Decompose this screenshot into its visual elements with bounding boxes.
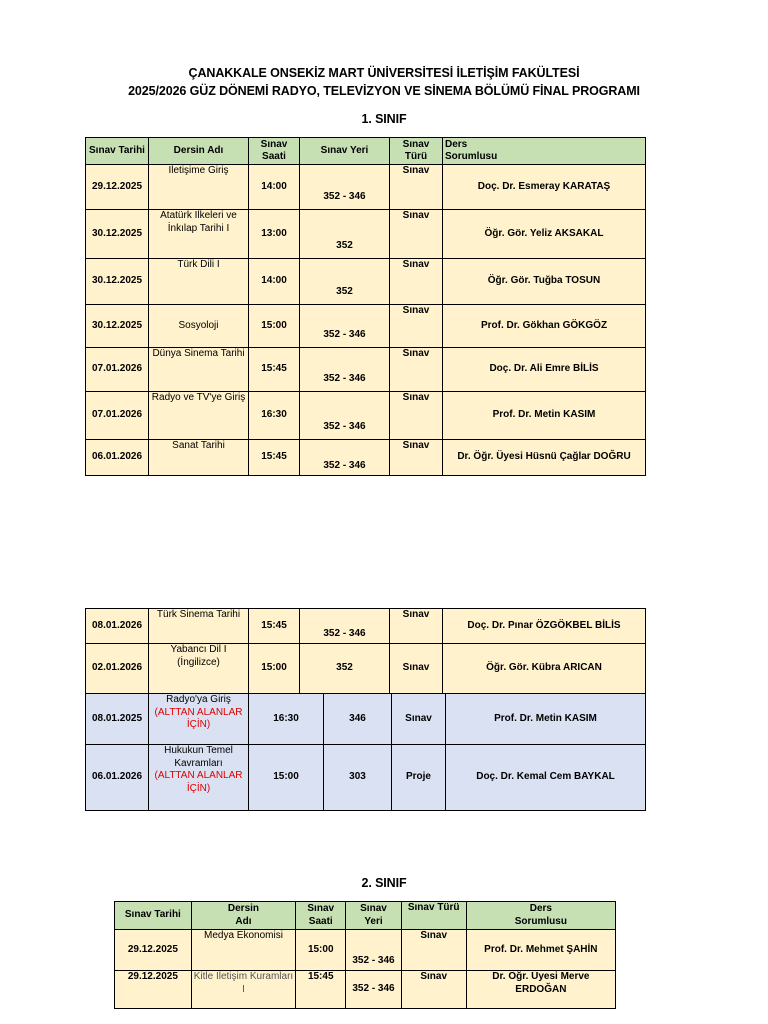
exam-time: 15:45 <box>249 440 300 476</box>
exam-time: 15:00 <box>249 644 300 694</box>
exam-date: 06.01.2026 <box>86 745 149 811</box>
class2-title: 2. SINIF <box>361 876 407 890</box>
col-course: Dersin Adı <box>149 138 249 165</box>
course-name <box>149 745 249 811</box>
program-title: 2025/2026 GÜZ DÖNEMİ RADYO, TELEVİZYON VE SİNEMA BÖLÜMÜ FİNAL PROGRAMI <box>128 84 640 98</box>
table-row <box>86 210 646 259</box>
exam-date: 29.12.2025 <box>86 165 149 210</box>
course-title: Radyo'ya Giriş <box>166 694 231 705</box>
table-row <box>86 609 646 644</box>
exam-type: Sınav <box>390 210 443 259</box>
exam-room: 352 - 346 <box>346 971 401 1009</box>
course-name <box>149 694 249 745</box>
exam-type: Sınav <box>390 644 443 694</box>
table-row <box>86 745 646 811</box>
exam-time: 16:30 <box>249 392 300 440</box>
exam-room: 352 <box>300 259 390 305</box>
col-date: Sınav Tarihi <box>86 138 149 165</box>
instructor: Doç. Dr. Pınar ÖZGÖKBEL BİLİS <box>443 609 646 644</box>
exam-room: 303 <box>324 745 392 811</box>
table-row <box>86 644 646 694</box>
course-name: Radyo ve TV'ye Giriş <box>149 392 249 440</box>
exam-date: 29.12.2025 <box>115 971 192 1009</box>
instructor: Öğr. Gör. Tuğba TOSUN <box>443 259 646 305</box>
exam-type: Sınav <box>392 694 446 745</box>
table-row <box>86 348 646 392</box>
exam-time: 15:45 <box>249 348 300 392</box>
exam-date: 30.12.2025 <box>86 259 149 305</box>
exam-type: Sınav <box>390 348 443 392</box>
exam-date: 08.01.2026 <box>86 609 149 644</box>
col-room: Sınav Yeri <box>300 138 390 165</box>
col-type: Sınav Türü <box>401 902 466 930</box>
exam-time: 14:00 <box>249 165 300 210</box>
exam-time: 14:00 <box>249 259 300 305</box>
class1-title: 1. SINIF <box>361 112 407 126</box>
instructor: Prof. Dr. Metin KASIM <box>446 694 646 745</box>
class1-retake-table <box>85 693 646 811</box>
exam-date: 07.01.2026 <box>86 392 149 440</box>
exam-room: 346 <box>324 694 392 745</box>
exam-type: Sınav <box>390 165 443 210</box>
table-row <box>115 930 616 971</box>
col-date: Sınav Tarihi <box>115 902 192 930</box>
exam-room: 352 - 346 <box>300 609 390 644</box>
exam-room: 352 - 346 <box>300 305 390 348</box>
exam-type: Sınav <box>390 305 443 348</box>
col-time: Sınav Saati <box>249 138 300 165</box>
exam-type: Sınav <box>390 392 443 440</box>
instructor: Dr. Öğr. Üyesi Merve ERDOĞAN <box>466 971 615 1009</box>
exam-date: 29.12.2025 <box>115 930 192 971</box>
table-row <box>86 392 646 440</box>
course-name: Atatürk İlkeleri ve İnkılap Tarihi I <box>149 210 249 259</box>
class2-table <box>114 901 616 1009</box>
exam-date: 06.01.2026 <box>86 440 149 476</box>
exam-date: 30.12.2025 <box>86 210 149 259</box>
col-room: Sınav Yeri <box>346 902 401 930</box>
exam-type: Sınav <box>401 971 466 1009</box>
exam-date: 02.01.2026 <box>86 644 149 694</box>
course-name: Dünya Sinema Tarihi <box>149 348 249 392</box>
exam-date: 08.01.2025 <box>86 694 149 745</box>
exam-time: 15:00 <box>249 305 300 348</box>
exam-type: Sınav <box>401 930 466 971</box>
course-name: Türk Dili I <box>149 259 249 305</box>
table-row <box>86 440 646 476</box>
course-name: Yabancı Dil I (İngilizce) <box>149 644 249 694</box>
exam-room: 352 - 346 <box>300 165 390 210</box>
instructor: Prof. Dr. Gökhan GÖKGÖZ <box>443 305 646 348</box>
col-type: Sınav Türü <box>390 138 443 165</box>
exam-time: 13:00 <box>249 210 300 259</box>
exam-room: 352 <box>300 644 390 694</box>
instructor: Doç. Dr. Ali Emre BİLİS <box>443 348 646 392</box>
table-row <box>86 694 646 745</box>
exam-type: Sınav <box>390 609 443 644</box>
col-teacher: Ders Sorumlusu <box>466 902 615 930</box>
exam-time: 15:00 <box>249 745 324 811</box>
retake-note: (ALTTAN ALANLAR İÇİN) <box>154 706 243 730</box>
instructor: Öğr. Gör. Yeliz AKSAKAL <box>443 210 646 259</box>
course-title: Hukukun Temel Kavramları <box>164 745 233 769</box>
table-header-row <box>115 902 616 930</box>
exam-room: 352 - 346 <box>300 440 390 476</box>
exam-room: 352 - 346 <box>300 348 390 392</box>
class1-continued-table <box>85 608 646 694</box>
faculty-title: ÇANAKKALE ONSEKİZ MART ÜNİVERSİTESİ İLETİŞİM FAKÜLTESİ <box>188 66 580 80</box>
exam-date: 30.12.2025 <box>86 305 149 348</box>
exam-type: Sınav <box>390 259 443 305</box>
instructor: Prof. Dr. Metin KASIM <box>443 392 646 440</box>
exam-room: 352 - 346 <box>346 930 401 971</box>
exam-date: 07.01.2026 <box>86 348 149 392</box>
table-row <box>86 259 646 305</box>
course-name: Kitle İletişim Kuramları I <box>191 971 295 1009</box>
instructor: Doç. Dr. Kemal Cem BAYKAL <box>446 745 646 811</box>
exam-type: Proje <box>392 745 446 811</box>
course-name: İletişime Giriş <box>149 165 249 210</box>
exam-room: 352 - 346 <box>300 392 390 440</box>
table-header-row <box>86 138 646 165</box>
retake-note: (ALTTAN ALANLAR İÇİN) <box>154 770 243 794</box>
table-row <box>86 165 646 210</box>
exam-time: 15:00 <box>296 930 346 971</box>
course-name: Türk Sinema Tarihi <box>149 609 249 644</box>
exam-time: 15:45 <box>296 971 346 1009</box>
instructor: Doç. Dr. Esmeray KARATAŞ <box>443 165 646 210</box>
exam-time: 15:45 <box>249 609 300 644</box>
course-name: Medya Ekonomisi <box>191 930 295 971</box>
instructor: Öğr. Gör. Kübra ARICAN <box>443 644 646 694</box>
table-row <box>86 305 646 348</box>
table-row <box>115 971 616 1009</box>
exam-room: 352 <box>300 210 390 259</box>
class1-table <box>85 137 646 476</box>
col-teacher: Ders Sorumlusu <box>443 138 646 165</box>
course-name: Sosyoloji <box>149 305 249 348</box>
exam-type: Sınav <box>390 440 443 476</box>
col-time: Sınav Saati <box>296 902 346 930</box>
instructor: Dr. Öğr. Üyesi Hüsnü Çağlar DOĞRU <box>443 440 646 476</box>
course-name: Sanat Tarihi <box>149 440 249 476</box>
exam-time: 16:30 <box>249 694 324 745</box>
col-course: Dersin Adı <box>191 902 295 930</box>
instructor: Prof. Dr. Mehmet ŞAHİN <box>466 930 615 971</box>
